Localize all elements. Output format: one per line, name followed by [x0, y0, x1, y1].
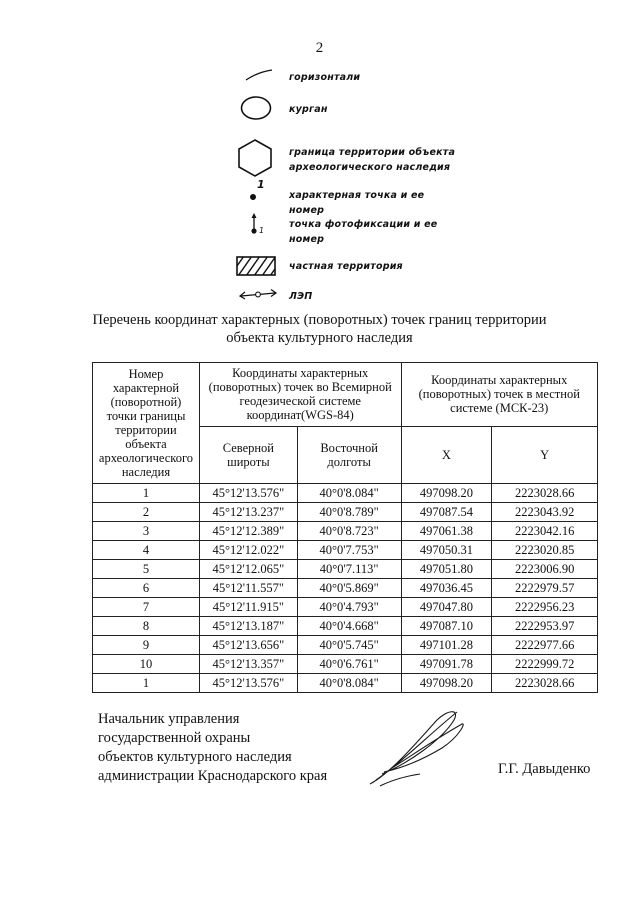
- y-coordinate-cell: 2223028.66: [492, 484, 598, 503]
- latitude-cell: 45°12'11.915": [199, 598, 297, 617]
- y-coordinate-cell: 2222956.23: [492, 598, 598, 617]
- longitude-cell: 40°0'4.668": [297, 617, 401, 636]
- power-line-icon: [238, 288, 278, 302]
- table-row: [93, 484, 598, 503]
- header-msk23: Координаты характерных (поворотных) точек в местной системе (МСК-23): [401, 363, 598, 427]
- table-row: [93, 541, 598, 560]
- photo-point-icon: [249, 212, 271, 236]
- legend-label-power-line: ЛЭП: [289, 291, 313, 302]
- latitude-cell: 45°12'13.187": [199, 617, 297, 636]
- subheader-latitude: Северной широты: [199, 426, 297, 483]
- longitude-cell: 40°0'5.745": [297, 636, 401, 655]
- table-row: [93, 579, 598, 598]
- x-coordinate-cell: 497091.78: [401, 655, 492, 674]
- point-number-cell: 3: [93, 522, 200, 541]
- barrow-ellipse-icon: [240, 95, 272, 121]
- point-number-cell: 4: [93, 541, 200, 560]
- latitude-cell: 45°12'11.557": [199, 579, 297, 598]
- x-coordinate-cell: 497036.45: [401, 579, 492, 598]
- x-coordinate-cell: 497047.80: [401, 598, 492, 617]
- point-number-cell: 10: [93, 655, 200, 674]
- latitude-cell: 45°12'13.576": [199, 674, 297, 693]
- y-coordinate-cell: 2222977.66: [492, 636, 598, 655]
- point-number-cell: 9: [93, 636, 200, 655]
- x-coordinate-cell: 497051.80: [401, 560, 492, 579]
- signatory-name: Г.Г. Давыденко: [498, 761, 591, 777]
- photo-point-number: 1: [259, 226, 265, 235]
- table-row: [93, 636, 598, 655]
- latitude-cell: 45°12'12.022": [199, 541, 297, 560]
- hexagon-boundary-icon: [236, 138, 274, 178]
- y-coordinate-cell: 2223043.92: [492, 503, 598, 522]
- longitude-cell: 40°0'7.753": [297, 541, 401, 560]
- latitude-cell: 45°12'13.576": [199, 484, 297, 503]
- point-number-cell: 8: [93, 617, 200, 636]
- signatory-position: Начальник управления государственной охраны объектов культурного наследия администрации Краснодарского края: [98, 711, 328, 784]
- longitude-cell: 40°0'8.084": [297, 484, 401, 503]
- legend-label-boundary: граница территории объекта археологического наследия: [289, 147, 456, 173]
- longitude-cell: 40°0'7.113": [297, 560, 401, 579]
- y-coordinate-cell: 2223042.16: [492, 522, 598, 541]
- characteristic-point-number: 1: [257, 178, 265, 191]
- latitude-cell: 45°12'13.656": [199, 636, 297, 655]
- legend-label-private-territory: частная территория: [289, 261, 403, 272]
- table-row: [93, 674, 598, 693]
- y-coordinate-cell: 2222979.57: [492, 579, 598, 598]
- longitude-cell: 40°0'8.789": [297, 503, 401, 522]
- coordinates-table: [92, 362, 598, 693]
- y-coordinate-cell: 2223006.90: [492, 560, 598, 579]
- table-body: [93, 484, 598, 693]
- table-title: Перечень координат характерных (поворотных) точек границ территории объекта культурного наследия: [92, 312, 547, 346]
- longitude-cell: 40°0'5.869": [297, 579, 401, 598]
- latitude-cell: 45°12'12.065": [199, 560, 297, 579]
- legend-label-barrow: курган: [289, 104, 328, 115]
- x-coordinate-cell: 497061.38: [401, 522, 492, 541]
- table-row: [93, 503, 598, 522]
- characteristic-point-icon: [246, 178, 268, 202]
- latitude-cell: 45°12'12.389": [199, 522, 297, 541]
- x-coordinate-cell: 497087.54: [401, 503, 492, 522]
- longitude-cell: 40°0'4.793": [297, 598, 401, 617]
- header-point-number: Номер характерной (поворотной) точки границы территории объекта археологического наследия: [93, 363, 200, 484]
- table-row: [93, 617, 598, 636]
- longitude-cell: 40°0'8.723": [297, 522, 401, 541]
- y-coordinate-cell: 2222999.72: [492, 655, 598, 674]
- table-row: [93, 598, 598, 617]
- subheader-longitude: Восточной долготы: [297, 426, 401, 483]
- legend-label-characteristic-point: характерная точка и ее номер: [289, 190, 425, 216]
- subheader-x: X: [401, 426, 492, 483]
- page-number: 2: [315, 40, 324, 56]
- longitude-cell: 40°0'6.761": [297, 655, 401, 674]
- table-row: [93, 655, 598, 674]
- table-header-row: [93, 363, 598, 427]
- x-coordinate-cell: 497050.31: [401, 541, 492, 560]
- point-number-cell: 1: [93, 484, 200, 503]
- point-number-cell: 5: [93, 560, 200, 579]
- handwritten-signature: [362, 702, 472, 792]
- header-wgs84: Координаты характерных (поворотных) точек во Всемирной геодезической системе координат(WGS-84): [199, 363, 401, 427]
- y-coordinate-cell: 2222953.97: [492, 617, 598, 636]
- contour-line-icon: [244, 68, 274, 82]
- point-number-cell: 6: [93, 579, 200, 598]
- y-coordinate-cell: 2223020.85: [492, 541, 598, 560]
- latitude-cell: 45°12'13.237": [199, 503, 297, 522]
- legend-label-photo-point: точка фотофиксации и ее номер: [289, 219, 438, 245]
- x-coordinate-cell: 497101.28: [401, 636, 492, 655]
- y-coordinate-cell: 2223028.66: [492, 674, 598, 693]
- point-number-cell: 1: [93, 674, 200, 693]
- table-row: [93, 560, 598, 579]
- hatched-rectangle-icon: [236, 256, 276, 276]
- point-number-cell: 7: [93, 598, 200, 617]
- x-coordinate-cell: 497098.20: [401, 674, 492, 693]
- x-coordinate-cell: 497098.20: [401, 484, 492, 503]
- point-number-cell: 2: [93, 503, 200, 522]
- latitude-cell: 45°12'13.357": [199, 655, 297, 674]
- table-row: [93, 522, 598, 541]
- longitude-cell: 40°0'8.084": [297, 674, 401, 693]
- x-coordinate-cell: 497087.10: [401, 617, 492, 636]
- legend-label-contours: горизонтали: [289, 72, 361, 83]
- subheader-y: Y: [492, 426, 598, 483]
